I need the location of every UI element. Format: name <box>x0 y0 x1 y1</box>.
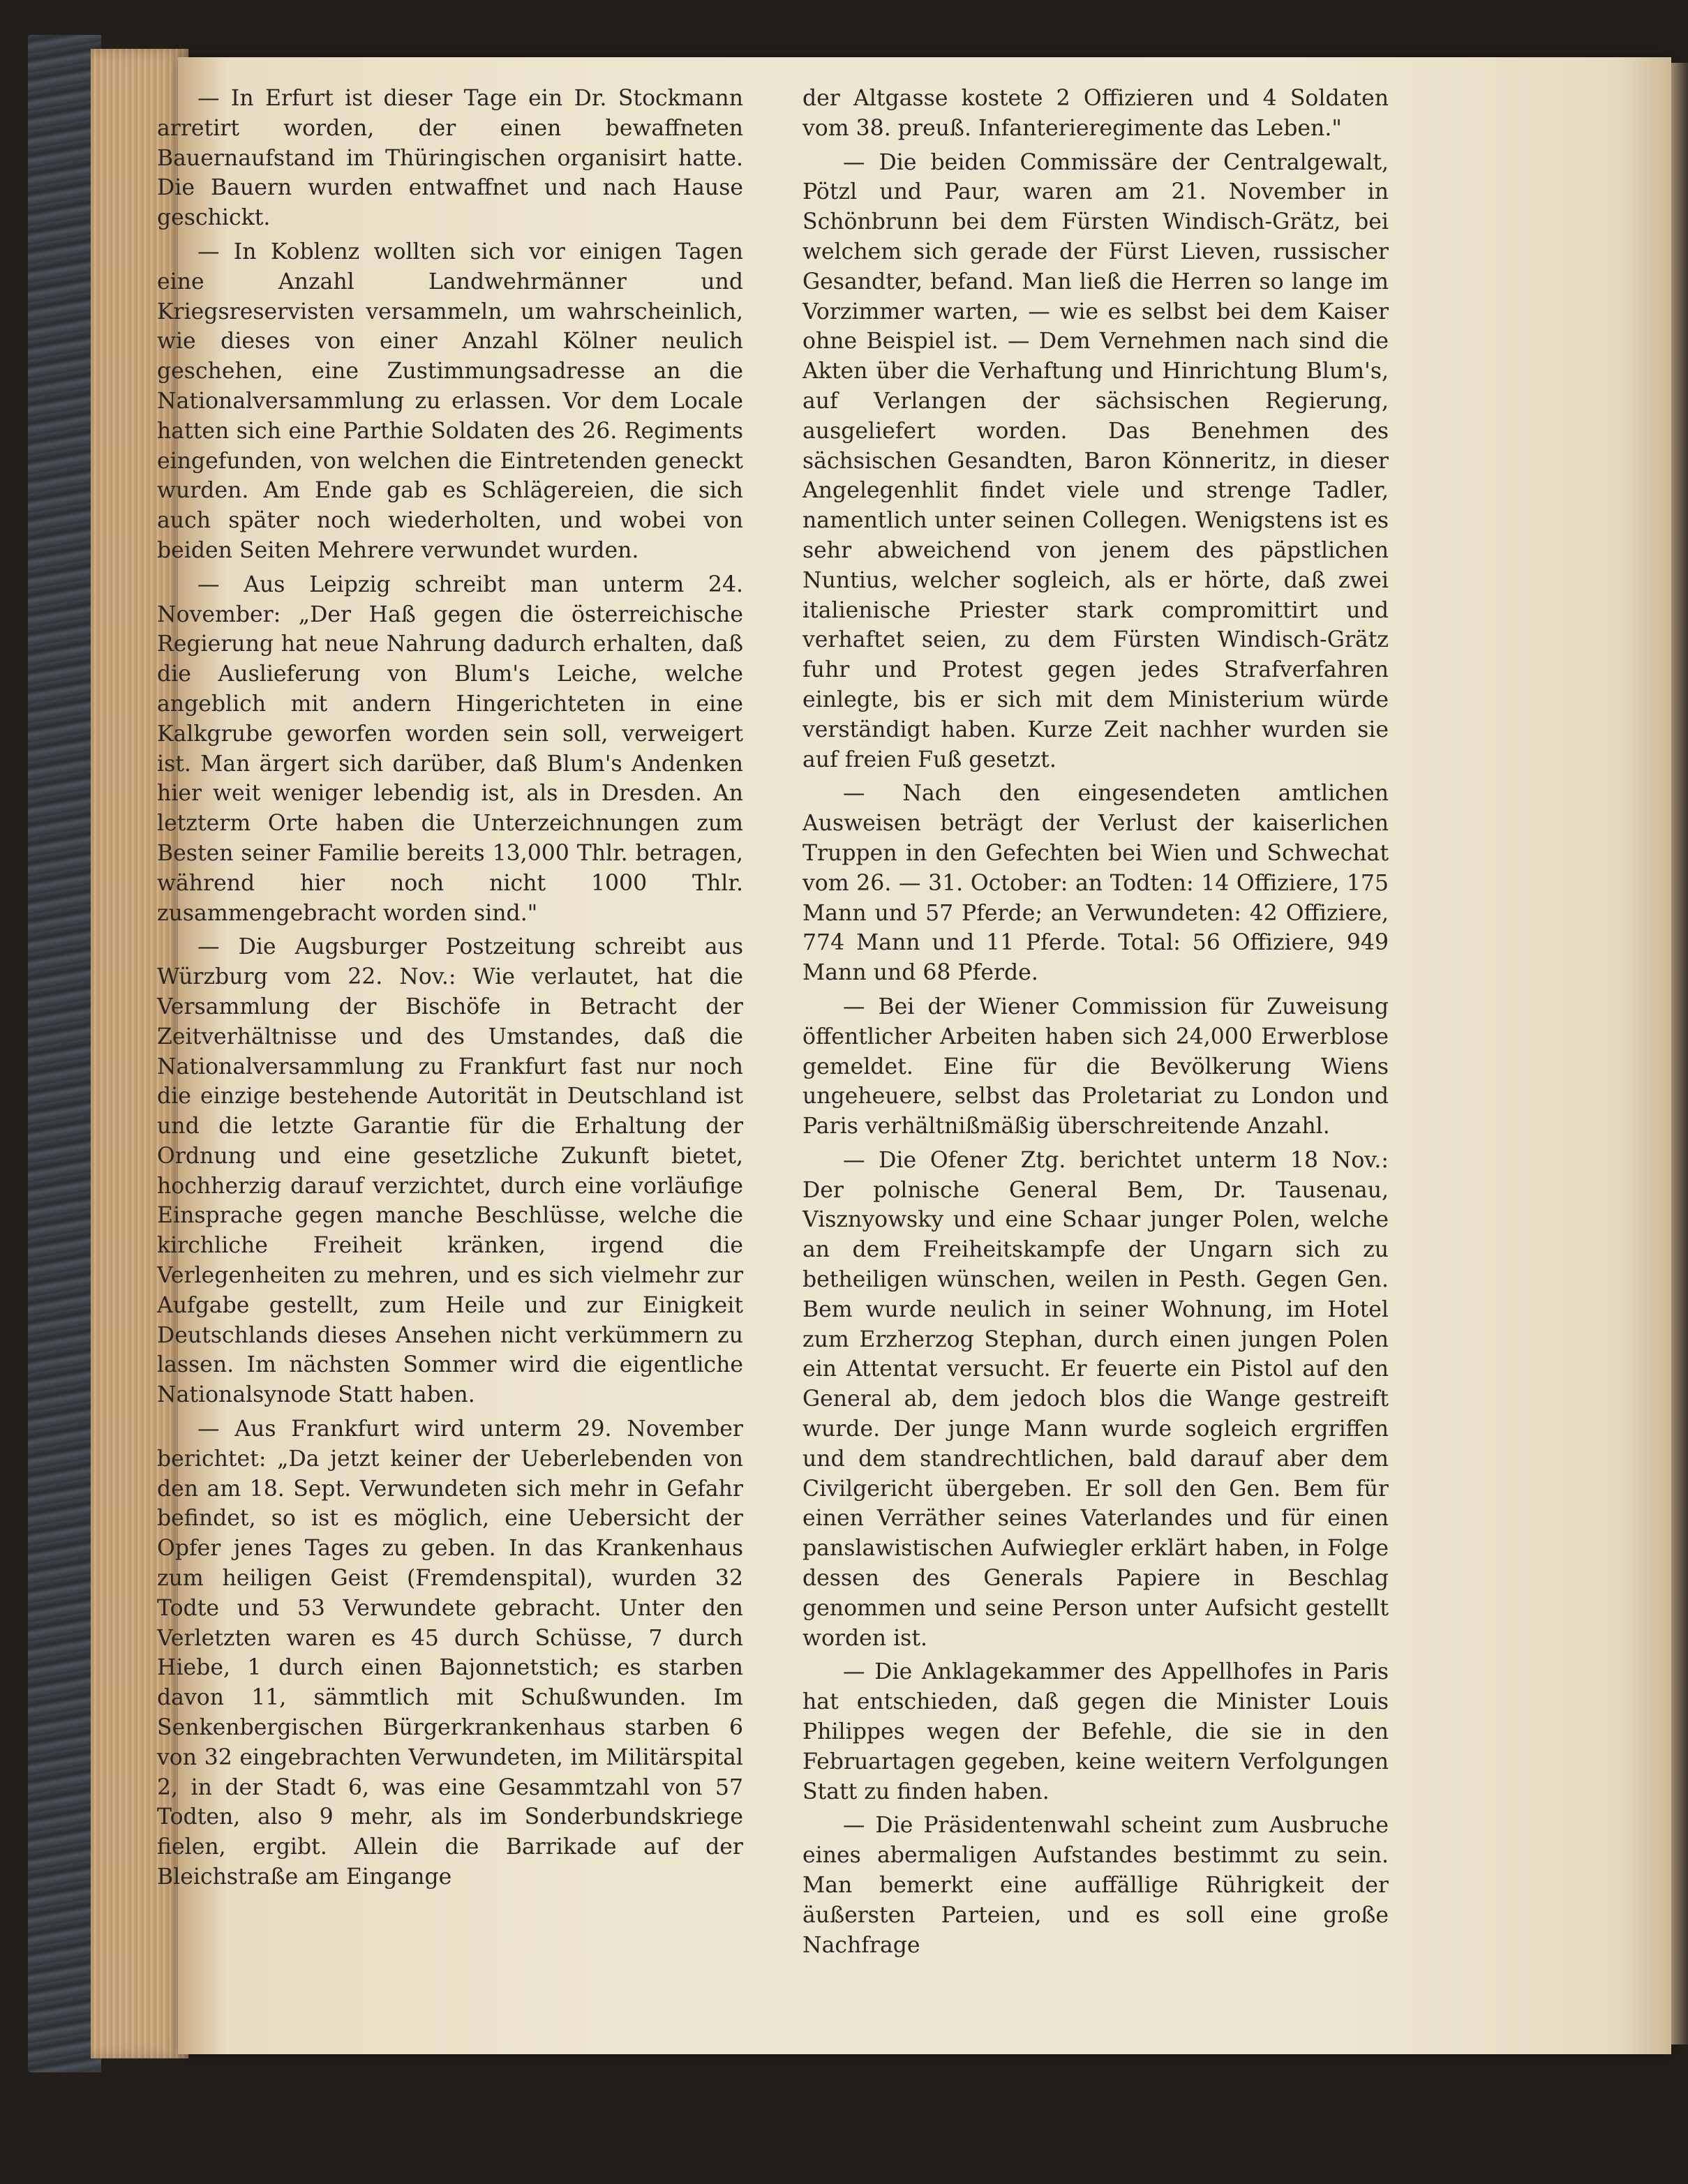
news-paragraph: — Die Ofener Ztg. berichtet unterm 18 Nov.: Der polnische General Bem, Dr. Tausenau, Visznyowsky und eine Schaar junger Polen, welche an dem Freiheitskampfe der Ungarn sich zu betheiligen wünschen, weilen in Pesth. Gegen Gen. Bem wurde neulich in seiner Wohnung, im Hotel zum Erzherzog Stephan, durch einen jungen Polen ein Attentat versucht. Er feuerte ein Pistol auf den General ab, dem jedoch blos die Wange gestreift wurde. Der junge Mann wurde sogleich ergriffen und dem standrechtlichen, bald darauf aber dem Civilgericht übergeben. Er soll den Gen. Bem für einen Verräther seines Vaterlandes und für einen panslawistischen Aufwiegler erklärt haben, in Folge dessen des Generals Papiere in Beschlag genommen und seine Person unter Aufsicht gestellt worden ist. <box>802 1147 1389 1651</box>
news-paragraph: — In Koblenz wollten sich vor einigen Tagen eine Anzahl Landwehrmänner und Kriegsreservisten versammeln, um wahrscheinlich, wie dieses von einer Anzahl Kölner neulich geschehen, eine Zustimmungsadresse an die Nationalversammlung zu erlassen. Vor dem Locale hatten sich eine Parthie Soldaten des 26. Regiments eingefunden, von welchen die Eintretenden geneckt wurden. Am Ende gab es Schlägereien, die sich auch später noch wiederholten, und wobei von beiden Seiten Mehrere verwundet wurden. <box>157 239 743 563</box>
news-paragraph: — Nach den eingesendeten amtlichen Ausweisen beträgt der Verlust der kaiserlichen Truppen in den Gefechten bei Wien und Schwechat vom 26. — 31. October: an Todten: 14 Offiziere, 175 Mann und 57 Pferde; an Verwundeten: 42 Offiziere, 774 Mann und 11 Pferde. Total: 56 Offiziere, 949 Mann und 68 Pferde. <box>802 781 1389 986</box>
news-paragraph: — Bei der Wiener Commission für Zuweisung öffentlicher Arbeiten haben sich 24,000 Erwerblose gemeldet. Eine für die Bevölkerung Wiens ungeheuere, selbst das Proletariat zu London und Paris verhältnißmäßig überschreitende Anzahl. <box>802 994 1389 1139</box>
text-column-left <box>157 84 743 1897</box>
news-paragraph: — Die Augsburger Postzeitung schreibt aus Würzburg vom 22. Nov.: Wie verlautet, hat die Versammlung der Bischöfe in Betracht der Zeitverhältnisse und des Umstandes, daß die Nationalversammlung zu Frankfurt fast nur noch die einzige bestehende Autorität in Deutschland ist und die letzte Garantie für die Erhaltung der Ordnung und eine gesetzliche Zukunft bietet, hochherzig darauf verzichtet, durch eine vorläufige Einsprache gegen manche Beschlüsse, welche die kirchliche Freiheit kränken, irgend die Verlegenheiten zu mehren, und es sich vielmehr zur Aufgabe gestellt, zum Heile und zur Einigkeit Deutschlands dieses Ansehen nicht verkümmern zu lassen. Im nächsten Sommer wird die eigentliche Nationalsynode Statt haben. <box>157 934 743 1408</box>
news-paragraph: — Die beiden Commissäre der Centralgewalt, Pötzl und Paur, waren am 21. November in Schönbrunn bei dem Fürsten Windisch-Grätz, bei welchem sich gerade der Fürst Lieven, russischer Gesandter, befand. Man ließ die Herren so lange im Vorzimmer warten, — wie es selbst bei dem Kaiser ohne Beispiel ist. — Dem Vernehmen nach sind die Akten über die Verhaftung und Hinrichtung Blum's, auf Verlangen der sächsischen Regierung, ausgeliefert worden. Das Benehmen des sächsischen Gesandten, Baron Könneritz, in dieser Angelegenhlit findet viele und strenge Tadler, namentlich unter seinen Collegen. Wenigstens ist es sehr abweichend von jenem des päpstlichen Nuntius, welcher sogleich, als er hörte, daß zwei italienische Priester stark compromittirt und verhaftet seien, zu dem Fürsten Windisch-Grätz fuhr und Protest gegen jedes Strafverfahren einlegte, bis er sich mit dem Ministerium würde verständigt haben. Kurze Zeit nachher wurden sie auf freien Fuß gesetzt. <box>802 149 1389 772</box>
news-paragraph: — Die Anklagekammer des Appellhofes in Paris hat entschieden, daß gegen die Minister Louis Philippes wegen der Befehle, die sie in den Februartagen gegeben, keine weitern Verfolgungen Statt zu finden haben. <box>802 1659 1389 1804</box>
news-paragraph: — Aus Leipzig schreibt man unterm 24. November: „Der Haß gegen die österreichische Regierung hat neue Nahrung dadurch erhalten, daß die Auslieferung von Blum's Leiche, welche angeblich mit andern Hingerichteten in eine Kalkgrube geworfen worden sein soll, verweigert ist. Man ärgert sich darüber, daß Blum's Andenken hier weit weniger lebendig ist, als in Dresden. An letzterm Orte haben die Unterzeichnungen zum Besten seiner Familie bereits 13,000 Thlr. betragen, während hier noch nicht 1000 Thlr. zusammengebracht worden sind." <box>157 571 743 926</box>
page-shadow-right <box>1671 63 1688 2044</box>
news-paragraph: — Aus Frankfurt wird unterm 29. November berichtet: „Da jetzt keiner der Ueberlebenden von den am 18. Sept. Verwundeten sich mehr in Gefahr befindet, so ist es möglich, eine Uebersicht der Opfer jenes Tages zu geben. In das Krankenhaus zum heiligen Geist (Fremdenspital), wurden 32 Todte und 53 Verwundete gebracht. Unter den Verletzten waren es 45 durch Schüsse, 7 durch Hiebe, 1 durch einen Bajonnetstich; es starben davon 11, sämmtlich mit Schußwunden. Im Senkenbergischen Bürgerkrankenhaus starben 6 von 32 eingebrachten Verwundeten, im Militärspital 2, in der Stadt 6, was eine Gesammtzahl von 57 Todten, also 9 mehr, als im Sonderbundskriege fielen, ergibt. Allein die Barrikade auf der Bleichstraße am Eingange <box>157 1416 743 1890</box>
news-paragraph: — In Erfurt ist dieser Tage ein Dr. Stockmann arretirt worden, der einen bewaffneten Bauernaufstand im Thüringischen organisirt hatte. Die Bauern wurden entwaffnet und nach Hause geschickt. <box>157 86 743 231</box>
text-column-right <box>802 84 1389 1964</box>
news-paragraph: — Die Präsidentenwahl scheint zum Ausbruche eines abermaligen Aufstandes bestimmt zu sein. Man bemerkt eine auffällige Rührigkeit der äußersten Parteien, und es soll eine große Nachfrage <box>802 1813 1389 1958</box>
news-paragraph-continued: der Altgasse kostete 2 Offizieren und 4 Soldaten vom 38. preuß. Infanterieregimente das Leben." <box>802 86 1389 141</box>
